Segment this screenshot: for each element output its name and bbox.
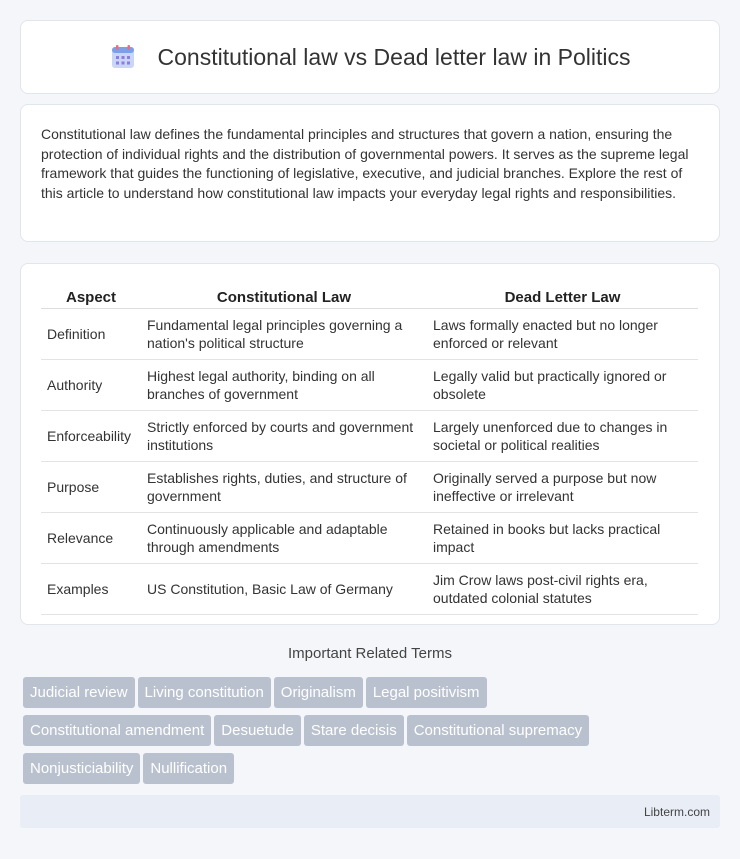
row-aspect: Definition — [41, 309, 141, 360]
row-constitutional: Continuously applicable and adaptable through amendments — [141, 513, 427, 564]
table-row — [41, 309, 698, 360]
table-row — [41, 462, 698, 513]
intro-card — [20, 104, 720, 242]
tag-stare-decisis[interactable]: Stare decisis — [304, 715, 404, 746]
tag-originalism[interactable]: Originalism — [274, 677, 363, 708]
row-constitutional: Highest legal authority, binding on all branches of government — [141, 360, 427, 411]
header-constitutional-law: Constitutional Law — [141, 285, 427, 309]
footer — [20, 795, 720, 828]
row-dead-letter: Laws formally enacted but no longer enforced or relevant — [427, 309, 698, 360]
calendar-grid-icon — [110, 44, 136, 70]
row-dead-letter: Retained in books but lacks practical impact — [427, 513, 698, 564]
comparison-table — [41, 285, 698, 615]
footer-site-link[interactable]: Libterm.com — [643, 805, 710, 819]
row-dead-letter: Jim Crow laws post-civil rights era, outdated colonial statutes — [427, 564, 698, 615]
tag-nullification[interactable]: Nullification — [143, 753, 234, 784]
table-header-row — [41, 285, 698, 309]
row-constitutional: Establishes rights, duties, and structure of government — [141, 462, 427, 513]
title-card — [20, 20, 720, 94]
row-constitutional: Fundamental legal principles governing a nation's political structure — [141, 309, 427, 360]
header-dead-letter-law: Dead Letter Law — [427, 285, 698, 309]
table-row — [41, 513, 698, 564]
header-aspect: Aspect — [41, 285, 141, 309]
table-row — [41, 564, 698, 615]
row-dead-letter: Originally served a purpose but now ineffective or irrelevant — [427, 462, 698, 513]
row-aspect: Authority — [41, 360, 141, 411]
tag-nonjusticiability[interactable]: Nonjusticiability — [23, 753, 140, 784]
tag-judicial-review[interactable]: Judicial review — [23, 677, 135, 708]
table-row — [41, 411, 698, 462]
page-title: Constitutional law vs Dead letter law in Politics — [157, 43, 631, 70]
row-aspect: Enforceability — [41, 411, 141, 462]
row-aspect: Purpose — [41, 462, 141, 513]
tag-constitutional-amendment[interactable]: Constitutional amendment — [23, 715, 211, 746]
tag-living-constitution[interactable]: Living constitution — [138, 677, 271, 708]
table-row — [41, 360, 698, 411]
comparison-card — [20, 263, 720, 625]
tag-desuetude[interactable]: Desuetude — [214, 715, 301, 746]
row-dead-letter: Legally valid but practically ignored or obsolete — [427, 360, 698, 411]
tag-legal-positivism[interactable]: Legal positivism — [366, 677, 487, 708]
related-terms-heading: Important Related Terms — [288, 645, 452, 662]
related-terms-list — [23, 677, 723, 791]
row-constitutional: US Constitution, Basic Law of Germany — [141, 564, 427, 615]
row-aspect: Examples — [41, 564, 141, 615]
tag-constitutional-supremacy[interactable]: Constitutional supremacy — [407, 715, 589, 746]
row-constitutional: Strictly enforced by courts and government institutions — [141, 411, 427, 462]
intro-paragraph: Constitutional law defines the fundamental principles and structures that govern a nation, ensuring the protection of individual rights and the distribution of governmental powers. It serves as the supreme legal framework that guides the functioning of legislative, executive, and judicial branches. Explore the rest of this article to understand how constitutional law impacts your everyday legal rights and responsibilities. — [41, 126, 689, 201]
row-dead-letter: Largely unenforced due to changes in societal or political realities — [427, 411, 698, 462]
row-aspect: Relevance — [41, 513, 141, 564]
